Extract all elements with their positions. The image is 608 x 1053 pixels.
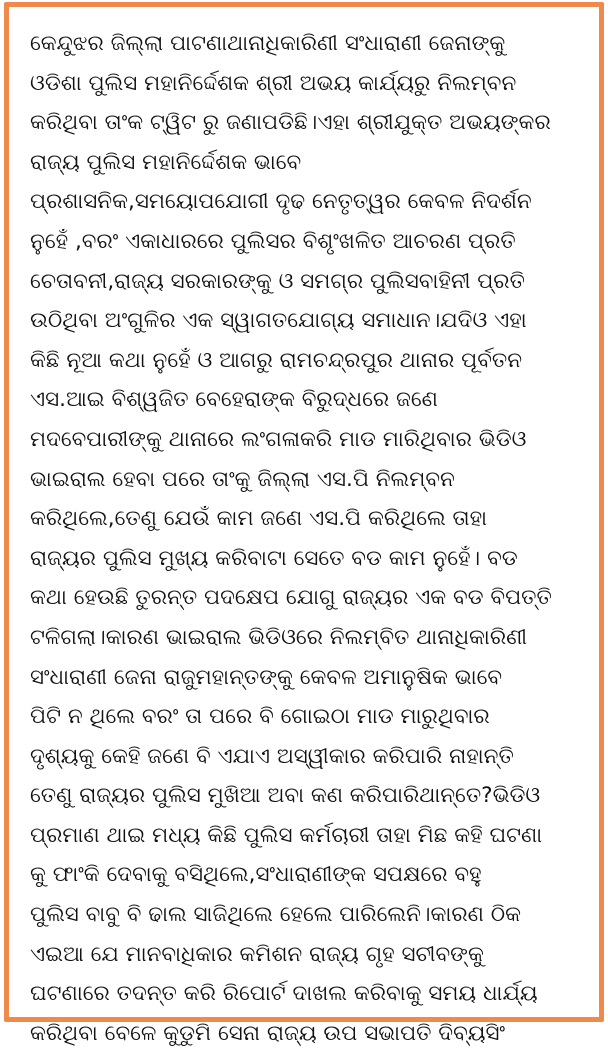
text-line: ଭାଇରାଲ ହେବା ପରେ ତାଂକୁ ଜିଲ୍ଲା ଏସ.ପି ନିଲମ୍ବନ <box>30 466 455 492</box>
text-line: ପ୍ରମାଣ ଥାଇ ମଧ୍ୟ କିଛି ପୁଲିସ କର୍ମଚାରୀ ତାହା ମିଛ କହି ଘଟଣା <box>30 822 543 848</box>
text-line: ସଂଧାରାଣୀ ଜେନା ରାଜୁମହାନ୍ତଙ୍କୁ କେବଳ ଅମାନୁଷିକ ଭାବେ <box>30 664 503 690</box>
text-line: ପୁଲିସ ବାବୁ ବି ଢାଲ ସାଜିଥିଲେ ହେଲେ ପାରିଲେନି।କାରଣ ଠିକ <box>30 902 521 928</box>
text-line: ରାଜ୍ୟ ପୁଲିସ ମହାନିର୍ଦ୍ଦେଶକ ଭାବେ <box>30 149 302 175</box>
text-line: କରିଥିଲେ,ତେଣୁ ଯେଉଁ କାମ ଜଣେ ଏସ.ପି କରିଥିଲେ ତାହା <box>30 506 488 532</box>
text-line: ମଦବେପାରୀଙ୍କୁ ଥାନାରେ ଲଂଗଳାକରି ମାଡ ମାରିଥିବାର ଭିଡିଓ <box>30 426 527 452</box>
text-line: ରାଜ୍ୟର ପୁଲିସ ମୁଖ୍ୟ କରିବାଟା ସେତେ ବଡ କାମ ନୁହେଁ। ବଡ <box>30 545 518 571</box>
text-line: ଓଡିଶା ପୁଲିସ ମହାନିର୍ଦ୍ଦେଶକ ଶ୍ରୀ ଅଭୟ କାର୍ଯ୍ୟରୁ ନିଲମ୍ବନ <box>30 70 517 96</box>
text-line: ଚେତାବନୀ,ରାଜ୍ୟ ସରକାରଙ୍କୁ ଓ ସମଗ୍ର ପୁଲିସବାହିନୀ ପ୍ରତି <box>30 268 525 294</box>
text-line: କରିଥିବା ତାଂକ ଟ୍ୱିଟ ରୁ ଜଣାପଡିଛି।ଏହା ଶ୍ରୀଯୁକ୍ତ ଅଭୟଙ୍କର <box>30 110 551 136</box>
text-line: ନୁହେଁ ,ବରଂ ଏକାଧାରରେ ପୁଲିସର ବିଶୃଂଖଳିତ ଆଚରଣ ପ୍ରତି <box>30 228 516 254</box>
text-line: ପିଟି ନ ଥିଲେ ବରଂ ତା ପରେ ବି ଗୋଇଠା ମାଡ ମାରୁଥିବାର <box>30 704 490 730</box>
article-text <box>30 24 586 1053</box>
text-line: ଦୃଶ୍ୟକୁ କେହି ଜଣେ ବି ଏଯାଏ ଅସ୍ୱୀକାର କରିପାରି ନାହାନ୍ତି <box>30 743 514 769</box>
text-line: କଥା ହେଉଛି ତୁରନ୍ତ ପଦକ୍ଷେପ ଯୋଗୁ ରାଜ୍ୟର ଏକ ବଡ ବିପତ୍ତି <box>30 585 552 611</box>
text-line: ଉଠିଥିବା ଅଂଗୁଳିର ଏକ ସ୍ୱାଗତଯୋଗ୍ୟ ସମାଧାନ।ଯଦିଓ ଏହା <box>30 308 527 334</box>
text-line: କିଛି ନୂଆ କଥା ନୁହେଁ ଓ ଆଗରୁ ରାମଚନ୍ଦ୍ରପୁର ଥାନାର ପୂର୍ବତନ <box>30 347 523 373</box>
text-line: ଘଟଣାରେ ତଦନ୍ତ କରି ରିପୋର୍ଟ ଦାଖଲ କରିବାକୁ ସମୟ ଧାର୍ଯ୍ୟ <box>30 981 538 1007</box>
text-line: କେନ୍ଦୁଝର ଜିଲ୍ଲା ପାଟଣାଥାନାଧିକାରିଣୀ ସଂଧାରାଣୀ ଜେନାଙ୍କୁ <box>30 31 506 56</box>
text-line: ଏସ.ଆଇ ବିଶ୍ୱଜିତ ବେହେରାଙ୍କ ବିରୁଦ୍ଧରେ ଜଣେ <box>30 387 438 413</box>
text-line: ଏଇଆ ଯେ ମାନବାଧିକାର କମିଶନ ରାଜ୍ୟ ଗୃହ ସଚୀବଙ୍କୁ <box>30 941 484 967</box>
text-line: କରିଥିବା ବେଳେ କୁଡୁମି ସେନା ରାଜ୍ୟ ଉପ ସଭାପତି ଦିବ୍ୟସିଂ <box>30 1020 506 1046</box>
text-line: ଟଳିଗଲା।କାରଣ ଭାଇରାଲ ଭିଡିଓରେ ନିଲମ୍ବିତ ଥାନାଧିକାରିଣୀ <box>30 624 528 650</box>
text-line: ପ୍ରଶାସନିକ,ସମୟୋପଯୋଗୀ ଦୃଢ ନେତୃତ୍ୱର କେବଳ ନିଦର୍ଶନ <box>30 189 532 215</box>
text-line: କୁ ଫାଂକି ଦେବାକୁ ବସିଥିଲେ,ସଂଧାରାଣୀଙ୍କ ସପକ୍ଷରେ ବହୁ <box>30 862 482 888</box>
text-line: ତେଣୁ ରାଜ୍ୟର ପୁଲିସ ମୁଖିଆ ଅବା କଣ କରିପାରିଥାନ୍ତେ?ଭିଡିଓ <box>30 783 541 809</box>
